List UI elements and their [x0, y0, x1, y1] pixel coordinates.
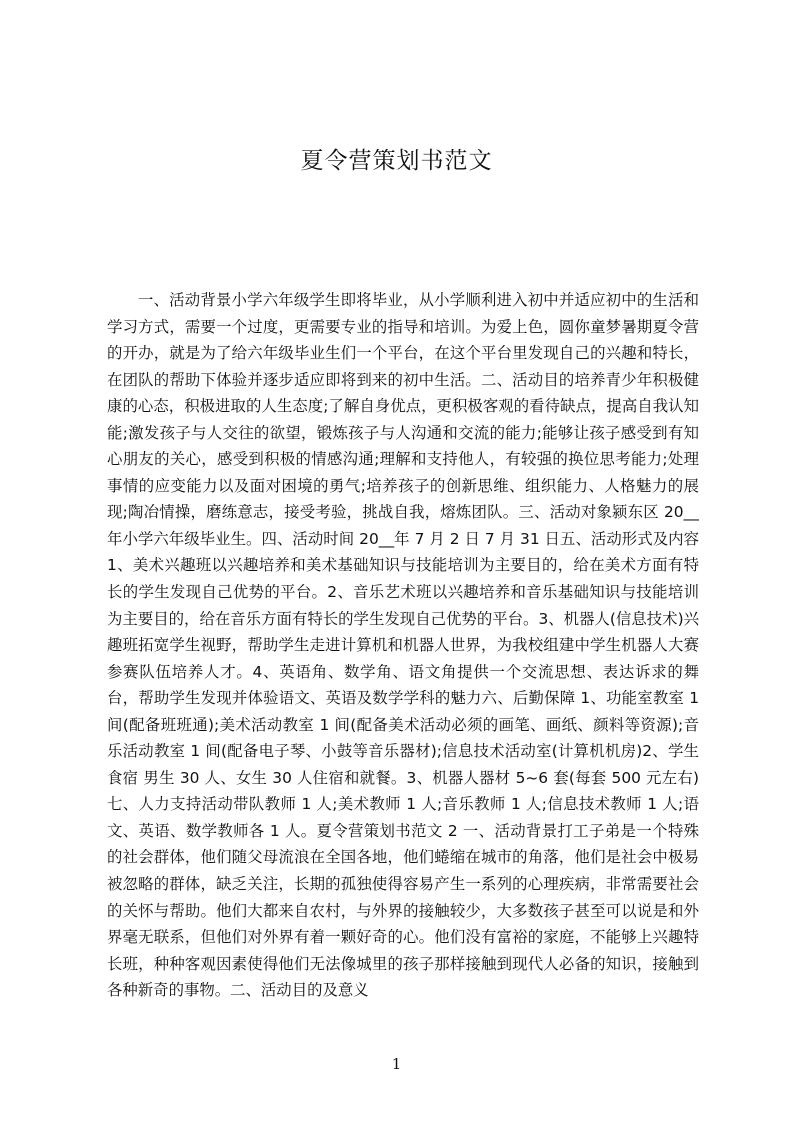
page-number: 1: [391, 1055, 402, 1073]
body-paragraph: 一、活动背景小学六年级学生即将毕业，从小学顺利进入初中并适应初中的生活和学习方式，需要一个过度，更需要专业的指导和培训。为爱上色，圆你童梦暑期夏令营的开办，就是为了给六年级毕业生们一个平台，在这个平台里发现自己的兴趣和特长，在团队的帮助下体验并逐步适应即将到来的初中生活。二、活动目的培养青少年积极健康的心态，积极进取的人生态度;了解自身优点，更积极客观的看待缺点，提高自我认知能;激发孩子与人交往的欲望，锻炼孩子与人沟通和交流的能力;能够让孩子感受到有知心朋友的关心，感受到积极的情感沟通;理解和支持他人，有较强的换位思考能力;处理事情的应变能力以及面对困境的勇气;培养孩子的创新思维、组织能力、人格魅力的展现;陶冶情操，磨练意志，接受考验，挑战自我，熔炼团队。三、活动对象颍东区 20__年小学六年级毕业生。四、活动时间 20__年 7 月 2 日 7 月 31 日五、活动形式及内容 1、美术兴趣班以兴趣培养和美术基础知识与技能培训为主要目的，给在美术方面有特长的学生发现自己优势的平台。2、音乐艺术班以兴趣培养和音乐基础知识与技能培训为主要目的，给在音乐方面有特长的学生发现自己优势的平台。3、机器人(信息技术)兴趣班拓宽学生视野，帮助学生走进计算机和机器人世界，为我校组建中学生机器人大赛参赛队伍培养人才。4、英语角、数学角、语文角提供一个交流思想、表达诉求的舞台，帮助学生发现并体验语文、英语及数学学科的魅力六、后勤保障 1、功能室教室 1 间(配备班班通);美术活动教室 1 间(配备美术活动必须的画笔、画纸、颜料等资源);音乐活动教室 1 间(配备电子琴、小鼓等音乐器材);信息技术活动室(计算机机房)2、学生食宿 男生 30 人、女生 30 人住宿和就餐。3、机器人器材 5~6 套(每套 500 元左右)七、人力支持活动带队教师 1 人;美术教师 1 人;音乐教师 1 人;信息技术教师 1 人;语文、英语、数学教师各 1 人。夏令营策划书范文 2 一、活动背景打工子弟是一个特殊的社会群体，他们随父母流浪在全国各地，他们蜷缩在城市的角落，他们是社会中极易被忽略的群体，缺乏关注，长期的孤独使得容易产生一系列的心理疾病，非常需要社会的关怀与帮助。他们大都来自农村，与外界的接触较少，大多数孩子甚至可以说是和外界毫无联系，但他们对外界有着一颗好奇的心。他们没有富裕的家庭，不能够上兴趣特长班，种种客观因素使得他们无法像城里的孩子那样接触到现代人必备的知识，接触到各种新奇的事物。二、活动目的及意义: [107, 291, 699, 1000]
page-title: 夏令营策划书范文: [300, 148, 493, 174]
